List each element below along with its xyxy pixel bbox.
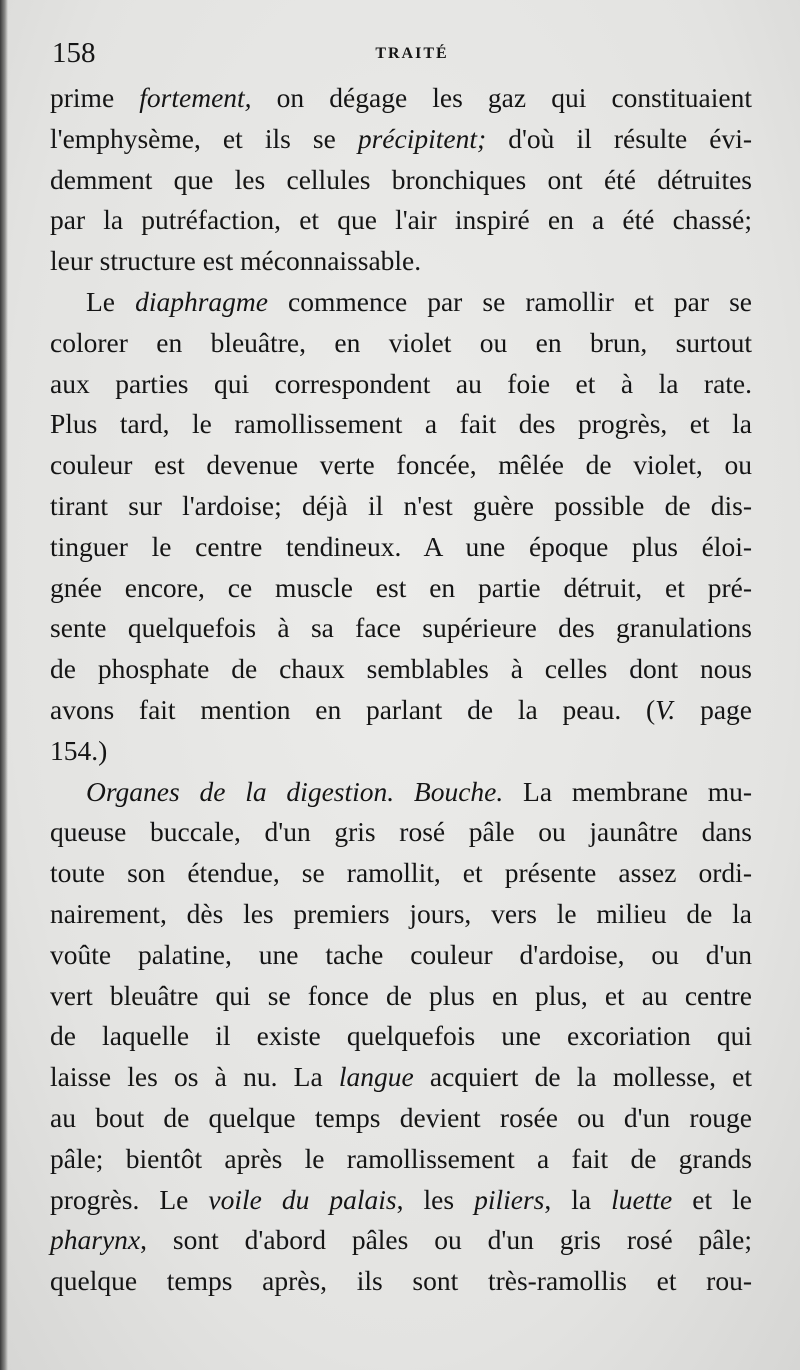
text-segment: voûte palatine, une tache couleur d'ardoise, ou d'un — [50, 938, 752, 970]
text-segment: l'emphysème, et ils se — [50, 122, 358, 154]
text-line — [50, 1016, 752, 1057]
text-segment: pâle; bientôt après le ramollissement a fait de grands — [50, 1142, 752, 1174]
text-segment: avons fait mention en parlant de la peau. ( — [50, 693, 656, 725]
text-segment: de phosphate de chaux semblables à celles dont nous — [50, 653, 752, 685]
text-segment: aux parties qui correspondent au foie et à la rate. — [50, 367, 752, 399]
text-segment: queuse buccale, d'un gris rosé pâle ou jaunâtre dans — [50, 816, 752, 848]
text-segment: toute son étendue, se ramollit, et présente assez ordi- — [50, 857, 752, 889]
text-segment: couleur est devenue verte foncée, mêlée de violet, ou — [50, 449, 752, 481]
text-line — [50, 568, 752, 609]
running-title: TRAITÉ — [375, 45, 449, 62]
text-segment: page — [675, 693, 752, 725]
text-segment: laisse les os à nu. La — [50, 1061, 339, 1093]
text-segment: , sont d'abord pâles ou d'un gris rosé pâle; — [140, 1224, 752, 1256]
text-line — [50, 241, 752, 282]
text-line — [50, 1220, 752, 1261]
page-header — [52, 36, 752, 70]
text-line — [50, 731, 752, 772]
text-segment: progrès. Le — [50, 1183, 209, 1215]
text-line — [50, 894, 752, 935]
text-segment: gnée encore, ce muscle est en partie détruit, et pré- — [50, 571, 752, 603]
text-segment: colorer en bleuâtre, en violet ou en brun, surtout — [50, 326, 752, 358]
text-segment: vert bleuâtre qui se fonce de plus en plus, et au centre — [50, 979, 752, 1011]
text-line — [50, 445, 752, 486]
italic-text-segment: piliers — [474, 1183, 545, 1215]
italic-text-segment: voile du palais — [208, 1183, 397, 1215]
text-line — [50, 1180, 752, 1221]
text-segment: de laquelle il existe quelquefois une excoriation qui — [50, 1020, 752, 1052]
text-line — [50, 690, 752, 731]
text-line — [50, 364, 752, 405]
italic-text-segment: pharynx — [50, 1224, 141, 1256]
page-left-edge — [0, 0, 8, 1370]
text-line — [50, 1261, 752, 1302]
text-line — [50, 812, 752, 853]
italic-text-segment: Organes de la digestion. Bouche. — [86, 775, 504, 807]
text-segment: , les — [396, 1183, 475, 1215]
italic-text-segment: précipitent; — [357, 122, 487, 154]
text-line — [50, 486, 752, 527]
text-line — [50, 527, 752, 568]
text-segment: prime — [50, 82, 140, 113]
text-line — [50, 78, 752, 119]
italic-text-segment: langue — [338, 1061, 414, 1093]
text-segment: Plus tard, le ramollissement a fait des progrès, et la — [50, 408, 752, 440]
text-line — [50, 200, 752, 241]
page-number: 158 — [52, 37, 96, 69]
text-segment: 154.) — [50, 734, 108, 766]
text-segment: par la putréfaction, et que l'air inspiré en a été chassé; — [50, 204, 752, 236]
text-line — [50, 1098, 752, 1139]
italic-text-segment: V. — [655, 693, 676, 725]
text-line — [50, 608, 752, 649]
text-segment: commence par se ramollir et par se — [268, 285, 752, 317]
text-line — [50, 119, 752, 160]
text-line — [50, 323, 752, 364]
text-segment: , la — [544, 1183, 612, 1215]
italic-text-segment: fortement, — [139, 82, 252, 113]
text-line — [50, 160, 752, 201]
text-line — [50, 935, 752, 976]
text-segment: Le — [86, 285, 136, 317]
text-line — [50, 976, 752, 1017]
text-segment: tinguer le centre tendineux. A une époque plus éloi- — [50, 530, 752, 562]
text-line — [50, 649, 752, 690]
text-line — [50, 772, 752, 813]
text-segment: nairement, dès les premiers jours, vers le milieu de la — [50, 897, 752, 929]
text-segment: demment que les cellules bronchiques ont été détruites — [50, 163, 752, 195]
text-segment: quelque temps après, ils sont très-ramollis et rou- — [50, 1265, 752, 1297]
text-segment: La membrane mu- — [503, 775, 753, 807]
text-line — [50, 404, 752, 445]
text-segment: d'où il résulte évi- — [486, 122, 752, 154]
text-line — [50, 282, 752, 323]
text-segment: on dégage les gaz qui constituaient — [251, 82, 752, 113]
italic-text-segment: diaphragme — [135, 285, 268, 317]
text-line — [50, 853, 752, 894]
text-line — [50, 1139, 752, 1180]
body-text — [50, 78, 752, 1302]
text-segment: au bout de quelque temps devient rosée ou d'un rouge — [50, 1101, 752, 1133]
text-segment: et le — [672, 1183, 752, 1215]
text-segment: sente quelquefois à sa face supérieure des granulations — [50, 612, 752, 644]
text-line — [50, 1057, 752, 1098]
text-segment: leur structure est méconnaissable. — [50, 245, 422, 277]
text-segment: tirant sur l'ardoise; déjà il n'est guère possible de dis- — [50, 489, 752, 521]
text-segment: acquiert de la mollesse, et — [413, 1061, 752, 1093]
italic-text-segment: luette — [611, 1183, 673, 1215]
